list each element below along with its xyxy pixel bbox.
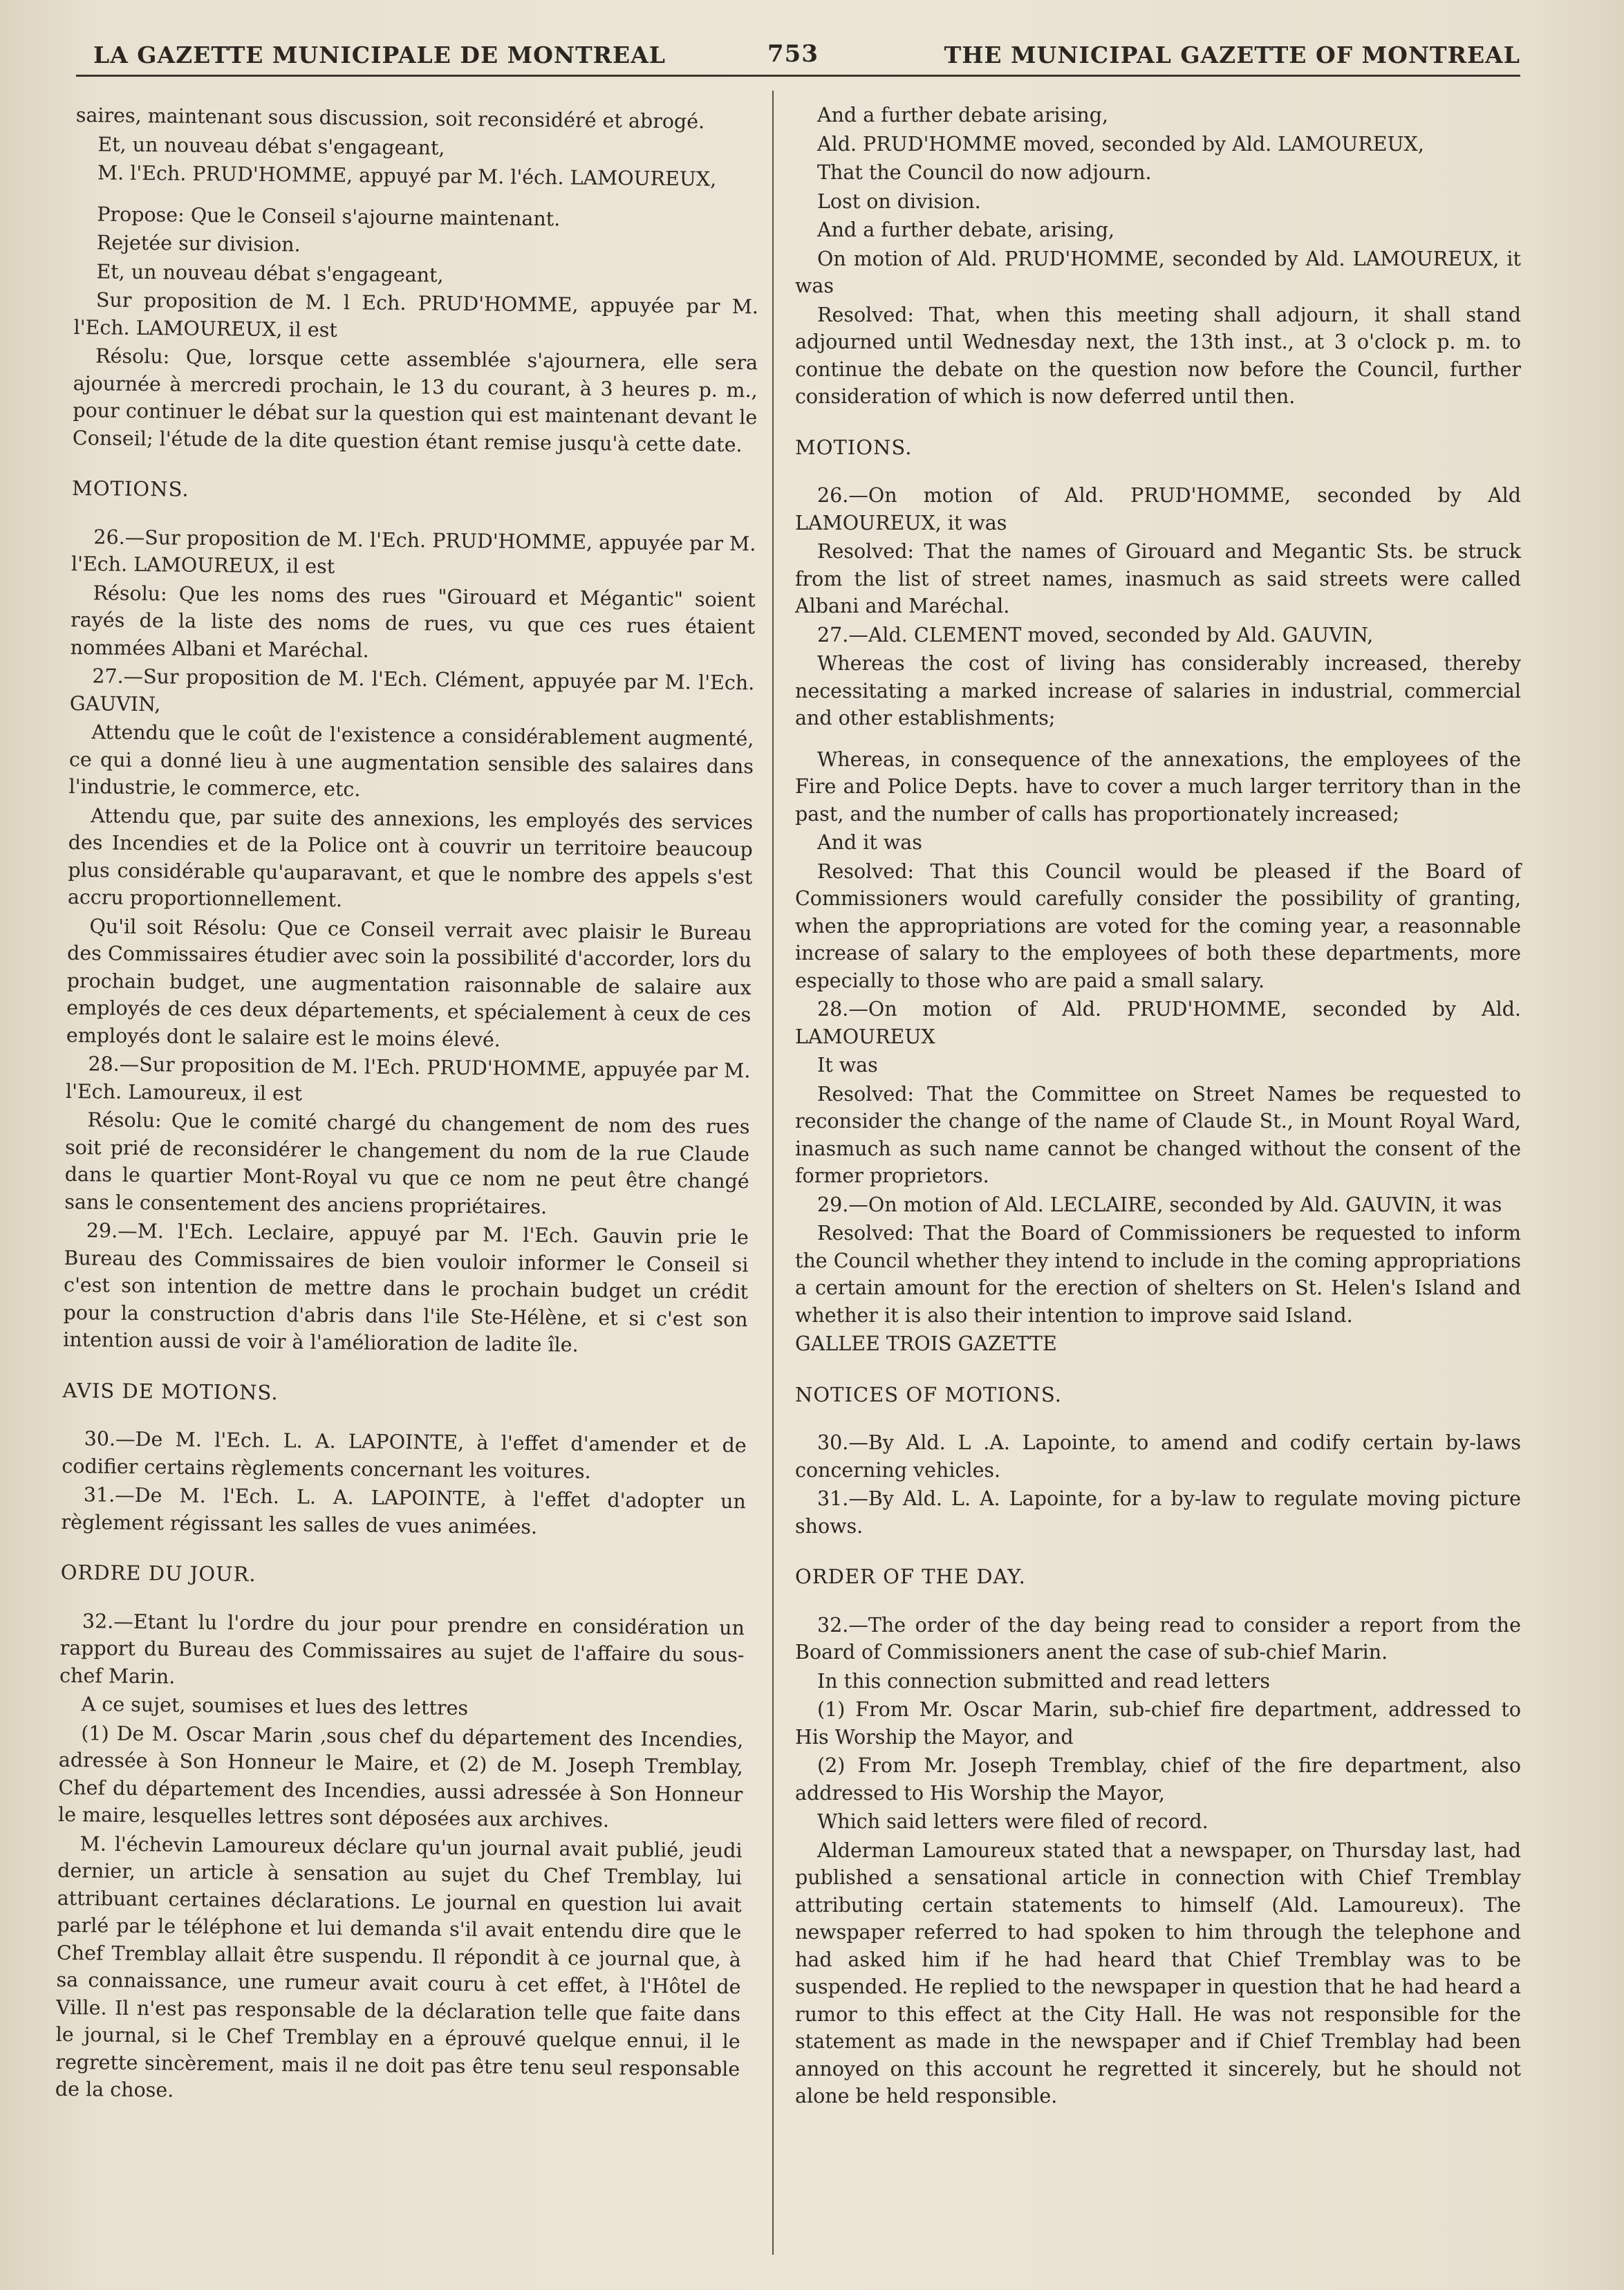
header-title-french: LA GAZETTE MUNICIPALE DE MONTREAL <box>93 41 666 68</box>
paragraph: And a further debate arising, <box>817 104 1109 127</box>
paragraph: Alderman Lamoureux stated that a newspaper, on Thursday last, had published a sensational article in connection with Chief Tremblay attributing certain statements to himself (Ald. Lamoureux). The newspaper referred to had spoken to him through the telephone and had asked him if he had heard that Chief Tremblay was to be suspended. He replied to the newspaper in question that he had heard a rumor to this effect at the City Hall. He was not responsible for the statement as made in the newspaper and if Chief Tremblay had been annoyed on this account he regretted it sincerely, but he should not alone be held responsible. <box>795 1838 1521 2107</box>
paragraph: Resolved: That this Council would be pleased if the Board of Commissioners would carefully consider the possibility of granting, when the appropriations are voted for the coming year, a reasonnable increase of salary to the employees of both these departments, more especially to those who are paid a small salary. <box>795 859 1521 992</box>
paragraph: Et, un nouveau débat s'engageant, <box>96 259 444 287</box>
paragraph: 29.—On motion of Ald. LECLAIRE, seconded by Ald. GAUVIN, it was <box>817 1193 1502 1216</box>
two-column-body <box>55 77 1521 2275</box>
paragraph: Which said letters were filed of record. <box>817 1810 1208 1833</box>
section-heading: ORDER OF THE DAY. <box>795 1565 1026 1588</box>
header-title-english: THE MUNICIPAL GAZETTE OF MONTREAL <box>944 41 1520 68</box>
paragraph: 31.—De M. l'Ech. L. A. LAPOINTE, à l'effet d'adopter un règlement régissant les salles de vues animées. <box>61 1483 747 1538</box>
paragraph: It was <box>817 1054 878 1077</box>
paragraph: M. l'Ech. PRUD'HOMME, appuyé par M. l'éch. LAMOUREUX, <box>97 161 717 191</box>
paragraph: Whereas, in consequence of the annexations, the employees of the Fire and Police Depts. have to cover a much larger territory than in the past, and the number of calls has proportionately increased; <box>795 747 1521 826</box>
paragraph: Résolu: Que, lorsque cette assemblée s'ajournera, elle sera ajournée à mercredi prochain, le 13 du courant, à 3 heures p. m., pour continuer le débat sur la question qui est maintenant devant le Conseil; l'étude de la dite question étant remise jusqu'à cette date. <box>72 344 758 456</box>
paragraph: saires, maintenant sous discussion, soit reconsidéré et abrogé. <box>75 103 705 133</box>
section-heading: AVIS DE MOTIONS. <box>62 1378 279 1404</box>
paragraph: 31.—By Ald. L. A. Lapointe, for a by-law to regulate moving picture shows. <box>795 1487 1521 1538</box>
paragraph: In this connection submitted and read letters <box>817 1669 1270 1693</box>
paragraph: Résolu: Que le comité chargé du changement de nom des rues soit prié de reconsidérer le changement du nom de la rue Claude dans le quartier Mont-Royal vu que ce nom ne peut être changé sans le consentement des anciens propriétaires. <box>64 1108 750 1218</box>
paragraph: (1) De M. Oscar Marin ,sous chef du département des Incendies, adressée à Son Honneur le Maire, et (2) de M. Joseph Tremblay, Chef du département des Incendies, aussi adressée à Son Honneur le maire, lesquelles lettres sont déposées aux archives. <box>57 1721 744 1832</box>
paragraph: Resolved: That the names of Girouard and Megantic Sts. be struck from the list of street names, inasmuch as said streets were called Albani and Maréchal. <box>795 540 1521 617</box>
paragraph: 28.—Sur proposition de M. l'Ech. PRUD'HOMME, appuyée par M. l'Ech. Lamoureux, il est <box>65 1052 751 1106</box>
paragraph: Ald. PRUD'HOMME moved, seconded by Ald. LAMOUREUX, <box>817 132 1424 156</box>
paragraph: 27.—Ald. CLEMENT moved, seconded by Ald. GAUVIN, <box>817 623 1374 646</box>
paragraph: Lost on division. <box>817 189 981 213</box>
paragraph: That the Council do now adjourn. <box>817 161 1152 184</box>
paragraph: Resolved: That the Board of Commissioners be requested to inform the Council whether they intend to include in the coming appropriations a certain amount for the erection of shelters on St. Helen's Island and whether it is also their intention to improve said Island. <box>795 1222 1521 1327</box>
paragraph: A ce sujet, soumises et lues des lettres <box>81 1693 469 1720</box>
paragraph: 32.—The order of the day being read to consider a report from the Board of Commissioners anent the case of sub-chief Marin. <box>795 1613 1521 1664</box>
paragraph: Resolved: That, when this meeting shall adjourn, it shall stand adjourned until Wednesday next, the 13th inst., at 3 o'clock p. m. to continue the debate on the question now before the Council, further consideration of which is now deferred until then. <box>795 303 1521 408</box>
paragraph: (2) From Mr. Joseph Tremblay, chief of the fire department, also addressed to His Worship the Mayor, <box>795 1754 1521 1805</box>
paragraph: Résolu: Que les noms des rues "Girouard et Mégantic" soient rayés de la liste des noms de rues, vu que ces rues étaient nommées Albani et Maréchal. <box>70 581 756 662</box>
section-heading: MOTIONS. <box>71 476 189 501</box>
paragraph: Sur proposition de M. l Ech. PRUD'HOMME, appuyée par M. l'Ech. LAMOUREUX, il est <box>73 288 759 342</box>
paragraph: 28.—On motion of Ald. PRUD'HOMME, seconded by Ald. LAMOUREUX <box>795 998 1521 1048</box>
english-column <box>795 102 1521 2112</box>
section-heading: MOTIONS. <box>795 435 913 459</box>
paragraph: 32.—Etant lu l'ordre du jour pour prendre en considération un rapport du Bureau des Commissaires au sujet de l'affaire du sous-chef Marin. <box>59 1609 745 1688</box>
paragraph: And it was <box>817 831 922 854</box>
section-heading: ORDRE DU JOUR. <box>60 1560 256 1586</box>
paragraph: 30.—De M. l'Ech. L. A. LAPOINTE, à l'effet d'amender et de codifier certains règlements concernant les voitures. <box>62 1427 747 1483</box>
paragraph: Attendu que, par suite des annexions, les employés des services des Incendies et de la Police ont à couvrir un territoire beaucoup plus considérable qu'auparavant, et que le nombre des appels s'est accru proportionnellement. <box>67 803 754 912</box>
paragraph: And a further debate, arising, <box>817 218 1115 241</box>
paragraph: 26.—Sur proposition de M. l'Ech. PRUD'HOMME, appuyée par M. l'Ech. LAMOUREUX, il est <box>71 525 756 578</box>
paragraph: 30.—By Ald. L .A. Lapointe, to amend and codify certain by-laws concerning vehicles. <box>795 1431 1521 1482</box>
paragraph: (1) From Mr. Oscar Marin, sub-chief fire department, addressed to His Worship the Mayor, and <box>795 1698 1521 1749</box>
column-divider <box>772 91 774 2255</box>
stray-imprint-text: GALLEE TROIS GAZETTE <box>795 1332 1057 1355</box>
page-number: 753 <box>767 40 819 68</box>
paragraph: 26.—On motion of Ald. PRUD'HOMME, seconded by Ald LAMOUREUX, it was <box>795 484 1521 534</box>
paragraph: 29.—M. l'Ech. Leclaire, appuyé par M. l'Ech. Gauvin prie le Bureau des Commissaires de bien vouloir informer le Conseil si c'est son intention de mettre dans le prochain budget un crédit pour la construction d'abris dans l'ile Ste-Hélène, et si c'est son intention aussi de voir à l'amélioration de ladite île. <box>63 1219 749 1357</box>
french-column <box>55 102 767 2112</box>
paragraph: Qu'il soit Résolu: Que ce Conseil verrait avec plaisir le Bureau des Commissaires étudier avec soin la possibilité d'accorder, lors du prochain budget, une augmentation raisonnable de salaire aux employés de ces deux départements, et spécialement à ceux de ces employés dont le salaire est le moins élevé. <box>66 914 752 1052</box>
paragraph: Rejetée sur division. <box>96 231 301 257</box>
page-header <box>76 26 1520 77</box>
paragraph: Whereas the cost of living has considerably increased, thereby necessitating a marked increase of salaries in industrial, commercial and other establishments; <box>795 652 1521 729</box>
section-heading: NOTICES OF MOTIONS. <box>795 1382 1062 1406</box>
paragraph: 27.—Sur proposition de M. l'Ech. Clément, appuyée par M. l'Ech. GAUVIN, <box>69 664 755 716</box>
paragraph: On motion of Ald. PRUD'HOMME, seconded by Ald. LAMOUREUX, it was <box>795 247 1521 297</box>
paragraph: M. l'échevin Lamoureux déclare qu'un journal avait publié, jeudi dernier, un article à sensation au sujet du Chef Tremblay, lui attribuant certaines déclarations. Le journal en question lui avait parlé par le téléphone et lui demanda s'il avait entendu dire que le Chef Tremblay allait être suspendu. Il répondit à ce journal que, à sa connaissance, une rumeur avait couru à cet effet, à l'Hôtel de Ville. Il n'est pas responsable de la déclaration telle que faite dans le journal, si le Chef Tremblay en a éprouvé quelque ennui, il le regrette sincèrement, mais il ne doit pas être tenu seul responsable de la chose. <box>55 1832 743 2102</box>
paragraph: Resolved: That the Committee on Street Names be requested to reconsider the change of the name of Claude St., in Mount Royal Ward, inasmuch as such name cannot be changed without the consent of the former proprietors. <box>795 1082 1521 1187</box>
paragraph: Et, un nouveau débat s'engageant, <box>97 132 445 160</box>
paragraph: Attendu que le coût de l'existence a considérablement augmenté, ce qui a donné lieu à une augmentation sensible des salaires dans l'industrie, le commerce, etc. <box>68 720 754 801</box>
paragraph: Propose: Que le Conseil s'ajourne maintenant. <box>97 202 561 230</box>
